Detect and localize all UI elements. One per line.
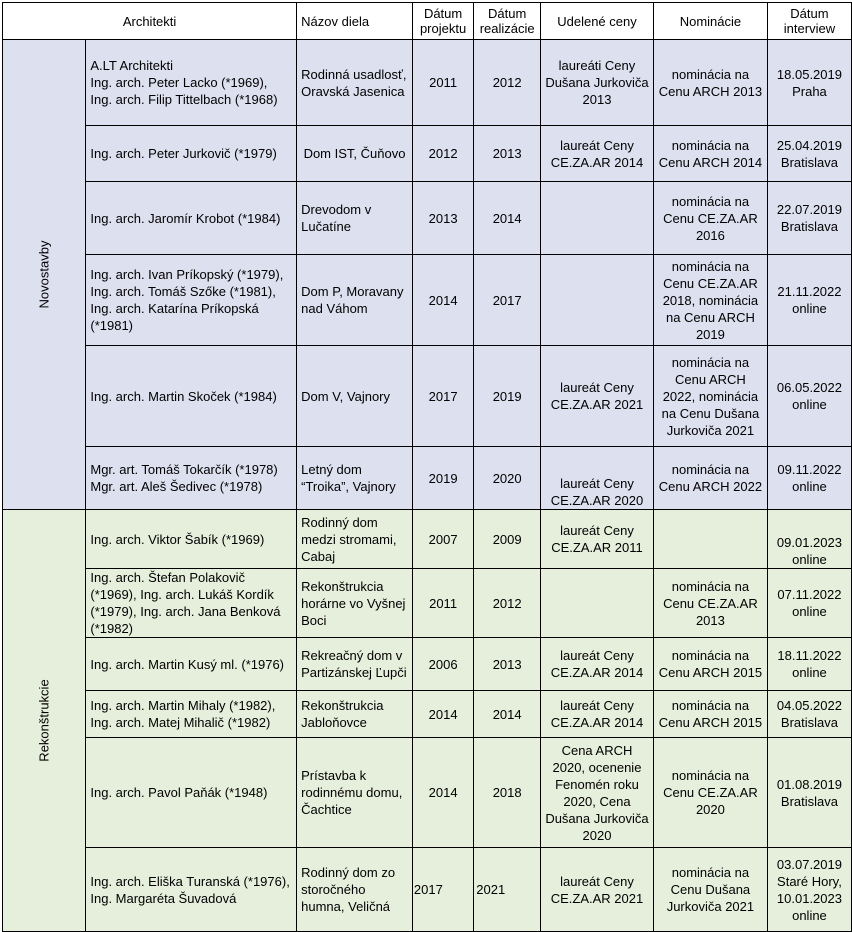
interview-date-cell: 18.05.2019 Praha	[767, 40, 851, 126]
header-datum-realizacie: Dátum realizácie	[474, 3, 541, 40]
table-row	[3, 346, 852, 447]
interview-date-cell: 25.04.2019 Bratislava	[767, 126, 851, 182]
architects-cell: A.LT Architekti Ing. arch. Peter Lacko (*1969), Ing. arch. Filip Tittelbach (*1968)	[86, 40, 297, 126]
work-title-cell: Dom V, Vajnory	[297, 346, 413, 447]
interview-date-cell: 07.11.2022 online	[767, 569, 851, 638]
realization-date-cell: 2009	[474, 510, 541, 569]
work-title-cell: Drevodom v Lučatíne	[297, 182, 413, 255]
nominations-cell: nominácia na Cenu ARCH 2015	[653, 638, 767, 691]
architects-cell: Ing. arch. Martin Mihaly (*1982), Ing. arch. Matej Mihalič (*1982)	[86, 691, 297, 738]
project-date-cell: 2014	[412, 691, 473, 738]
header-nominacie: Nominácie	[653, 3, 767, 40]
architects-cell: Ing. arch. Martin Kusý ml. (*1976)	[86, 638, 297, 691]
realization-date-cell: 2013	[474, 126, 541, 182]
awards-cell: laureáti Ceny Dušana Jurkoviča 2013	[541, 40, 654, 126]
architects-cell: Ing. arch. Pavol Paňák (*1948)	[86, 738, 297, 848]
nominations-cell: nominácia na Cenu ARCH 2015	[653, 691, 767, 738]
header-datum-projektu: Dátum projektu	[412, 3, 473, 40]
project-date-cell: 2017	[412, 346, 473, 447]
awards-cell	[541, 255, 654, 346]
header-nazov: Názov diela	[297, 3, 413, 40]
header-ceny: Udelené ceny	[541, 3, 654, 40]
work-title-cell: Letný dom “Troika”, Vajnory	[297, 447, 413, 510]
awards-cell: laureát Ceny CE.ZA.AR 2021	[541, 848, 654, 932]
realization-date-cell: 2012	[474, 569, 541, 638]
realization-date-cell: 2014	[474, 182, 541, 255]
realization-date-cell: 2013	[474, 638, 541, 691]
architects-cell: Ing. arch. Eliška Turanská (*1976), Ing. Margaréta Šuvadová	[86, 848, 297, 932]
nominations-cell: nominácia na Cenu CE.ZA.AR 2018, nominácia na Cenu ARCH 2019	[653, 255, 767, 346]
project-date-cell: 2014	[412, 738, 473, 848]
table-row	[3, 510, 852, 569]
awards-cell: laureát Ceny CE.ZA.AR 2014	[541, 638, 654, 691]
header-architekti: Architekti	[3, 3, 297, 40]
interview-date-cell: 09.01.2023 online	[767, 510, 851, 569]
header-datum-interview: Dátum interview	[767, 3, 851, 40]
interview-date-cell: 18.11.2022 online	[767, 638, 851, 691]
work-title-cell: Prístavba k rodinnému domu, Čachtice	[297, 738, 413, 848]
nominations-cell: nominácia na Cenu ARCH 2022	[653, 447, 767, 510]
project-date-cell: 2017	[412, 848, 473, 932]
interview-date-cell: 01.08.2019 Bratislava	[767, 738, 851, 848]
group-label-rekonstrukcie: Rekonštrukcie	[3, 510, 86, 932]
table-row	[3, 182, 852, 255]
interview-date-cell: 06.05.2022 online	[767, 346, 851, 447]
project-date-cell: 2006	[412, 638, 473, 691]
project-date-cell: 2007	[412, 510, 473, 569]
realization-date-cell: 2012	[474, 40, 541, 126]
realization-date-cell: 2017	[474, 255, 541, 346]
nominations-cell: nominácia na Cenu CE.ZA.AR 2016	[653, 182, 767, 255]
table-row	[3, 255, 852, 346]
architects-cell: Ing. arch. Ivan Príkopský (*1979), Ing. arch. Tomáš Szőke (*1981), Ing. arch. Katarína Príkopská (*1981)	[86, 255, 297, 346]
interview-date-cell: 21.11.2022 online	[767, 255, 851, 346]
architects-cell: Ing. arch. Štefan Polakovič (*1969), Ing. arch. Lukáš Kordík (*1979), Ing. arch. Jana Benková (*1982)	[86, 569, 297, 638]
awards-cell	[541, 569, 654, 638]
project-date-cell: 2014	[412, 255, 473, 346]
work-title-cell: Rekonštrukcia Jabloňovce	[297, 691, 413, 738]
architects-cell: Ing. arch. Martin Skoček (*1984)	[86, 346, 297, 447]
awards-cell: laureát Ceny CE.ZA.AR 2011	[541, 510, 654, 569]
architects-cell: Ing. arch. Peter Jurkovič (*1979)	[86, 126, 297, 182]
nominations-cell	[653, 510, 767, 569]
work-title-cell: Rodinný dom medzi stromami, Cabaj	[297, 510, 413, 569]
work-title-cell: Rekonštrukcia horárne vo Vyšnej Boci	[297, 569, 413, 638]
project-date-cell: 2019	[412, 447, 473, 510]
project-date-cell: 2012	[412, 126, 473, 182]
awards-cell	[541, 182, 654, 255]
nominations-cell: nominácia na Cenu CE.ZA.AR 2020	[653, 738, 767, 848]
nominations-cell: nominácia na Cenu ARCH 2013	[653, 40, 767, 126]
table-row	[3, 569, 852, 638]
projects-table	[2, 2, 852, 932]
interview-date-cell: 04.05.2022 Bratislava	[767, 691, 851, 738]
realization-date-cell: 2020	[474, 447, 541, 510]
nominations-cell: nominácia na Cenu ARCH 2022, nominácia na Cenu Dušana Jurkoviča 2021	[653, 346, 767, 447]
interview-date-cell: 09.11.2022 online	[767, 447, 851, 510]
work-title-cell: Rekreačný dom v Partizánskej Ľupči	[297, 638, 413, 691]
table-row	[3, 126, 852, 182]
nominations-cell: nominácia na Cenu CE.ZA.AR 2013	[653, 569, 767, 638]
project-date-cell: 2011	[412, 569, 473, 638]
architects-cell: Mgr. art. Tomáš Tokarčík (*1978) Mgr. art. Aleš Šedivec (*1978)	[86, 447, 297, 510]
awards-cell: laureát Ceny CE.ZA.AR 2014	[541, 126, 654, 182]
table-row	[3, 447, 852, 510]
table-row	[3, 40, 852, 126]
table-row	[3, 848, 852, 932]
architects-cell: Ing. arch. Viktor Šabík (*1969)	[86, 510, 297, 569]
table-row	[3, 691, 852, 738]
interview-date-cell: 03.07.2019 Staré Hory, 10.01.2023 online	[767, 848, 851, 932]
awards-cell: laureát Ceny CE.ZA.AR 2021	[541, 346, 654, 447]
header-row	[3, 3, 852, 40]
realization-date-cell: 2014	[474, 691, 541, 738]
realization-date-cell: 2019	[474, 346, 541, 447]
group-label-novostavby: Novostavby	[3, 40, 86, 510]
awards-cell: Cena ARCH 2020, ocenenie Fenomén roku 2020, Cena Dušana Jurkoviča 2020	[541, 738, 654, 848]
work-title-cell: Rodinný dom zo storočného humna, Veličná	[297, 848, 413, 932]
architects-cell: Ing. arch. Jaromír Krobot (*1984)	[86, 182, 297, 255]
nominations-cell: nominácia na Cenu ARCH 2014	[653, 126, 767, 182]
awards-cell: laureát Ceny CE.ZA.AR 2014	[541, 691, 654, 738]
work-title-cell: Rodinná usadlosť, Oravská Jasenica	[297, 40, 413, 126]
realization-date-cell: 2018	[474, 738, 541, 848]
nominations-cell: nominácia na Cenu Dušana Jurkoviča 2021	[653, 848, 767, 932]
project-date-cell: 2013	[412, 182, 473, 255]
work-title-cell: Dom IST, Čuňovo	[297, 126, 413, 182]
project-date-cell: 2011	[412, 40, 473, 126]
work-title-cell: Dom P, Moravany nad Váhom	[297, 255, 413, 346]
interview-date-cell: 22.07.2019 Bratislava	[767, 182, 851, 255]
realization-date-cell: 2021	[474, 848, 541, 932]
awards-cell: laureát Ceny CE.ZA.AR 2020	[541, 447, 654, 510]
table-row	[3, 738, 852, 848]
table-row	[3, 638, 852, 691]
